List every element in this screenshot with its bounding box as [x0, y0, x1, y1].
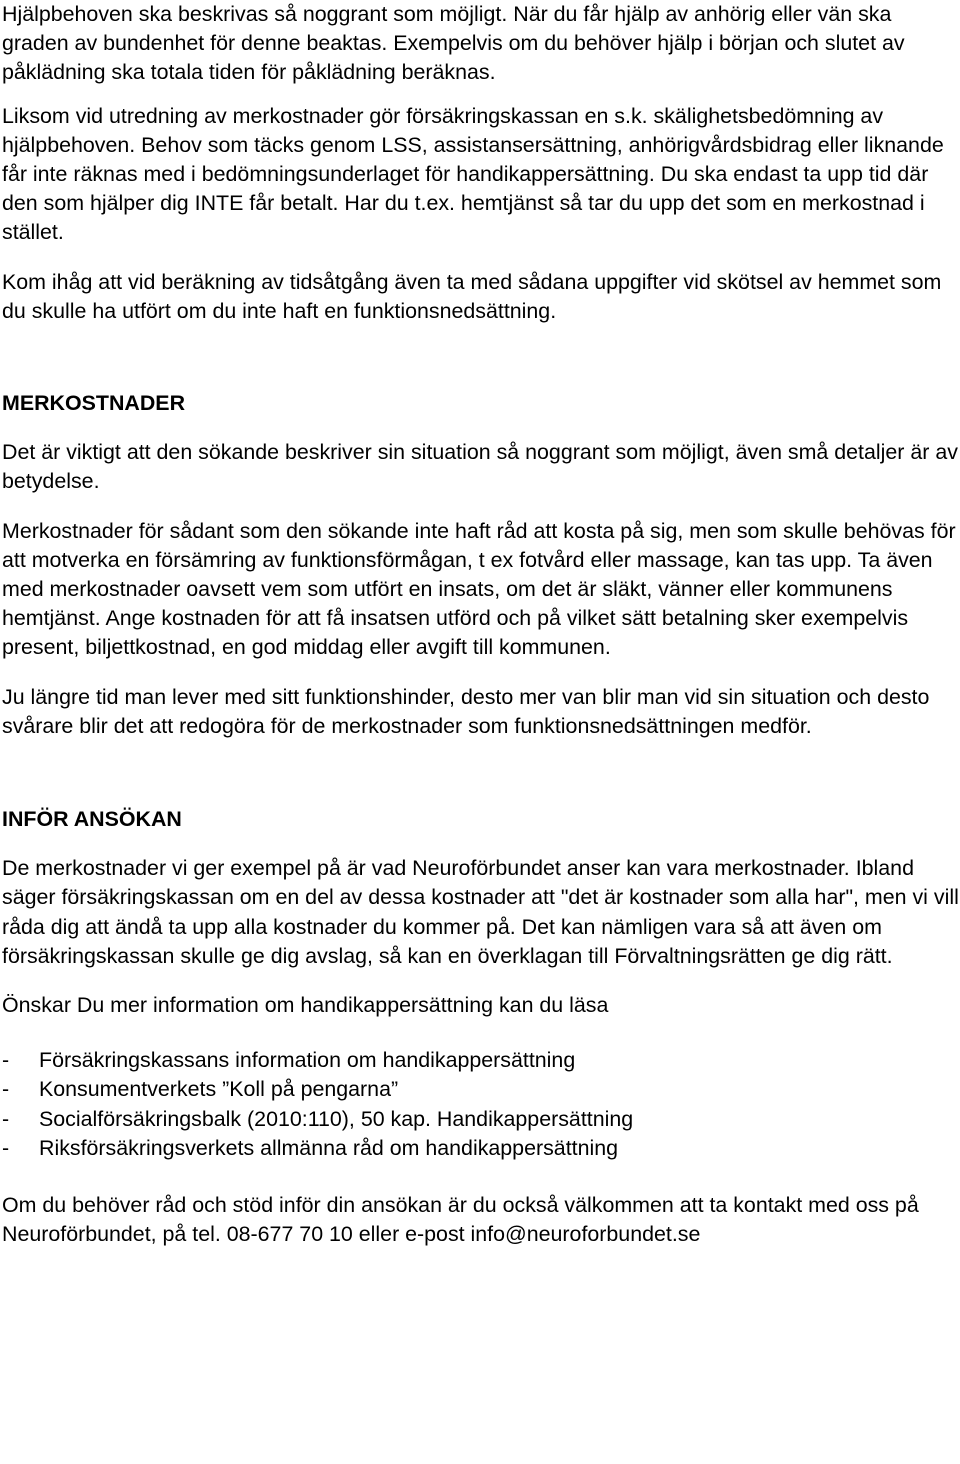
paragraph-kontakt: Om du behöver råd och stöd inför din ansökan är du också välkommen att ta kontakt med oss på Neuroförbundet, på tel. 08-677 70 10 eller e-post info@neuroforbundet.se: [2, 1193, 919, 1247]
paragraph-viktigt: Det är viktigt att den sökande beskriver sin situation så noggrant som möjligt, även små detaljer är av betydelse.: [2, 440, 958, 494]
heading-infor-ansokan: INFÖR ANSÖKAN: [2, 807, 182, 832]
list-dash: -: [2, 1135, 10, 1160]
paragraph-exempel: De merkostnader vi ger exempel på är vad Neuroförbundet anser kan vara merkostnader. Ibland säger försäkringskassan om en del av dessa kostnader att "det är kostnader som alla har", men vi vill råda dig att ändå ta upp alla kostnader du kommer på. Det kan nämligen vara så att även om försäkringskassan skulle ge dig avslag, så kan en överklagan till Förvaltningsrätten ge dig rätt.: [2, 856, 959, 968]
list-dash: -: [2, 1048, 10, 1073]
paragraph-skalighetsbedomning: Liksom vid utredning av merkostnader gör försäkringskassan en s.k. skälighetsbedömning av hjälpbehoven. Behov som täcks genom LSS, assistansersättning, anhörigvårdsbidrag eller liknande får inte räknas med i bedömningsunderlaget för handikappersättning. Du ska endast ta upp tid där den som hjälper dig INTE får betalt. Har du t.ex. hemtjänst så tar du upp det som en merkostnad i stället.: [2, 103, 944, 245]
list-dash: -: [2, 1077, 10, 1102]
paragraph-mer-information: Önskar Du mer information om handikappersättning kan du läsa: [2, 993, 609, 1018]
list-item: [2, 1134, 960, 1163]
paragraph-hjalpbehoven: Hjälpbehoven ska beskrivas så noggrant som möjligt. När du får hjälp av anhörig eller vän ska graden av bundenhet för denne beaktas. Exempelvis om du behöver hjälp i början och slutet av påklädning ska totala tiden för påklädning beräknas.: [2, 2, 905, 85]
list-item-text: Socialförsäkringsbalk (2010:110), 50 kap. Handikappersättning: [39, 1106, 634, 1131]
list-item-text: Riksförsäkringsverkets allmänna råd om handikappersättning: [39, 1135, 619, 1160]
list-item: [2, 1046, 960, 1075]
heading-merkostnader: MERKOSTNADER: [2, 391, 186, 416]
paragraph-langre-tid: Ju längre tid man lever med sitt funktionshinder, desto mer van blir man vid sin situation och desto svårare blir det att redogöra för de merkostnader som funktionsnedsättningen medför.: [2, 684, 930, 738]
list-item-text: Konsumentverkets ”Koll på pengarna”: [39, 1077, 399, 1102]
list-item: [2, 1075, 960, 1104]
list-item-text: Försäkringskassans information om handikappersättning: [39, 1048, 576, 1073]
reference-list: [2, 1046, 960, 1163]
paragraph-kom-ihag: Kom ihåg att vid beräkning av tidsåtgång även ta med sådana uppgifter vid skötsel av hemmet som du skulle ha utfört om du inte haft en funktionsnedsättning.: [2, 269, 942, 323]
list-dash: -: [2, 1106, 10, 1131]
list-item: [2, 1105, 960, 1134]
paragraph-merkostnader-sadant: Merkostnader för sådant som den sökande inte haft råd att kosta på sig, men som skulle behövas för att motverka en försämring av funktionsförmågan, t ex fotvård eller massage, kan tas upp. Ta även med merkostnader oavsett vem som utfört en insats, om det är släkt, vänner eller kommunens hemtjänst. Ange kostnaden för att få insatsen utförd och på vilket sätt betalning sker exempelvis present, biljettkostnad, en god middag eller avgift till kommunen.: [2, 518, 956, 660]
